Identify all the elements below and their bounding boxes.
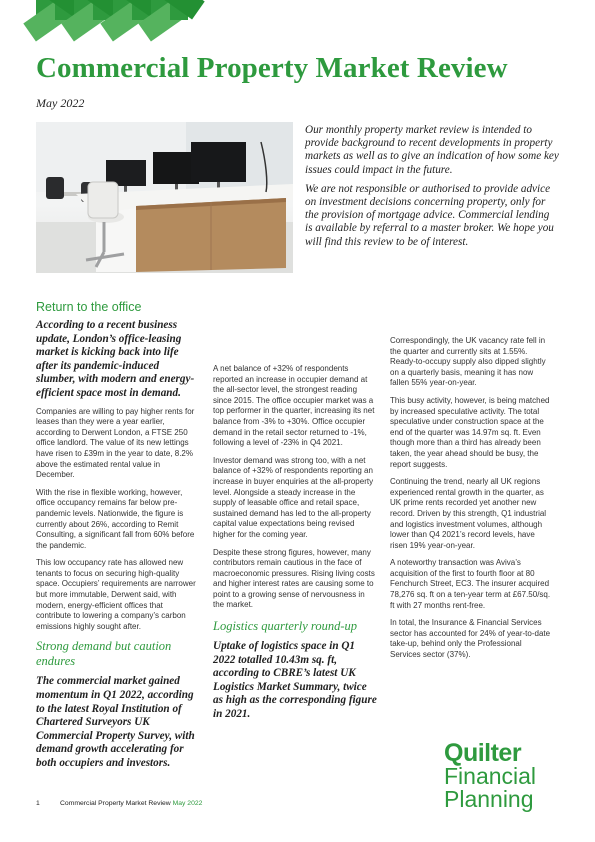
body-paragraph: With the rise in flexible working, however, office occupancy remains far below pre-pandemic levels. Nationwide, the figure is currently about 26%, according to Remit Consulting, a significant fall from 60% before the pandemic. bbox=[36, 487, 195, 550]
logo-line: Planning bbox=[444, 786, 534, 812]
section-heading: Logistics quarterly round-up bbox=[213, 619, 357, 634]
column-1 bbox=[36, 300, 200, 769]
office-photo bbox=[36, 122, 293, 273]
section-lead: The commercial market gained momentum in Q1 2022, according to the latest Royal Institution of Chartered Surveyors UK Commercial Property Survey, with demand growth accelerating for both occupiers and investors. bbox=[36, 675, 195, 769]
intro-text bbox=[305, 124, 559, 249]
body-paragraph: A net balance of +32% of respondents reported an increase in occupier demand at the all-sector level, the strongest reading since 2015. The office occupier market was a top performer in the quarter, increasing its net balance from -3% to +30%. Office occupier demand in the retail sector returned to -1%, following a level of -23% in Q4 2021. bbox=[213, 364, 375, 448]
page-title: Commercial Property Market Review bbox=[36, 52, 508, 84]
section-heading: Strong demand but caution endures bbox=[36, 639, 172, 669]
issue-date: May 2022 bbox=[36, 96, 85, 110]
page-number: 1 bbox=[36, 800, 40, 807]
column-2 bbox=[213, 300, 377, 721]
body-paragraph: This low occupancy rate has allowed new tenants to focus on securing high-quality space. Occupiers’ requirements are narrower but more immutable, Derwent said, with modern, energy-efficient offices that contribute to lowering a company’s carbon emissions highly sought after. bbox=[36, 558, 196, 631]
body-paragraph: Investor demand was strong too, with a net balance of +32% of respondents reporting an increase in buyer enquiries at the all-property level. Alongside a steady increase in the supply of leasable office and retail space, sustained demand has led to the all-property capital value expectations being revised higher for the coming year. bbox=[213, 455, 374, 539]
quilter-logo bbox=[444, 739, 537, 812]
logo-line: Quilter bbox=[444, 739, 522, 767]
section-lead: Uptake of logistics space in Q1 2022 totalled 10.43m sq. ft, according to CBRE’s latest UK Logistics Market Summary, twice as high as the corresponding figure in 2021. bbox=[213, 640, 377, 721]
header-stripe bbox=[36, 0, 188, 20]
intro-paragraph: Our monthly property market review is intended to provide background to recent developments in property markets as well as to give an indication of how some key issues could impact in the future. bbox=[305, 124, 559, 176]
body-paragraph: Companies are willing to pay higher rents for leases than they were a year earlier, according to Derwent London, a FTSE 250 office landlord. The value of its new lettings have risen to £39m in the year to date, 8.2% above the estimated rental value in December. bbox=[36, 406, 195, 480]
body-paragraph: A noteworthy transaction was Aviva’s acquisition of the first to fourth floor at 80 Fenchurch Street, EC3. The insurer acquired 78,276 sq. ft on a ten-year term at £67.50/sq. ft with 27 months rent-free. bbox=[390, 558, 551, 610]
footer-doc-name: Commercial Property Market Review bbox=[60, 800, 171, 807]
body-paragraph: This busy activity, however, is being matched by increased speculative activity. The total speculative under construction space at the end of the quarter was 14.97m sq. ft. Even though more than a third has already been taken, the year ahead should be busy, the report suggests. bbox=[390, 395, 550, 469]
body-paragraph: Correspondingly, the UK vacancy rate fell in the quarter and currently sits at 1.55%. Ready-to-occupy supply also dipped slightly on a quarterly basis, meaning it has now fallen 55% year-on-year. bbox=[390, 336, 546, 388]
section-lead: According to a recent business update, London’s office-leasing market is kicking back into life after its pandemic-induced slumber, with modern and energy-efficient space most in demand. bbox=[36, 319, 195, 399]
footer-date: May 2022 bbox=[172, 800, 203, 807]
body-paragraph: Continuing the trend, nearly all UK regions experienced rental growth in the quarter, as UK prime rents recorded yet another new record. Driven by this strength, Q1 industrial and logistics investment volumes, although lower than Q4 2021’s record levels, have risen 19% year-on-year. bbox=[390, 477, 547, 550]
section-heading: Return to the office bbox=[36, 300, 142, 314]
page-footer bbox=[36, 800, 202, 807]
column-3 bbox=[390, 300, 554, 668]
logo-line: Financial bbox=[444, 763, 537, 789]
body-paragraph: Despite these strong figures, however, many contributors remain cautious in the face of macroeconomic pressures. Rising living costs and higher interest rates are causing some to point to a growing sense of nervousness in the market. bbox=[213, 547, 375, 610]
intro-paragraph: We are not responsible or authorised to provide advice on investment decisions concerning property, only for the provision of mortgage advice. Commercial lending is available by referral to a master broker. We hope you will find this review to be of interest. bbox=[305, 182, 554, 248]
body-paragraph: In total, the Insurance & Financial Services sector has accounted for 24% of year-to-date take-up, behind only the Professional Services sector (37%). bbox=[390, 618, 551, 660]
